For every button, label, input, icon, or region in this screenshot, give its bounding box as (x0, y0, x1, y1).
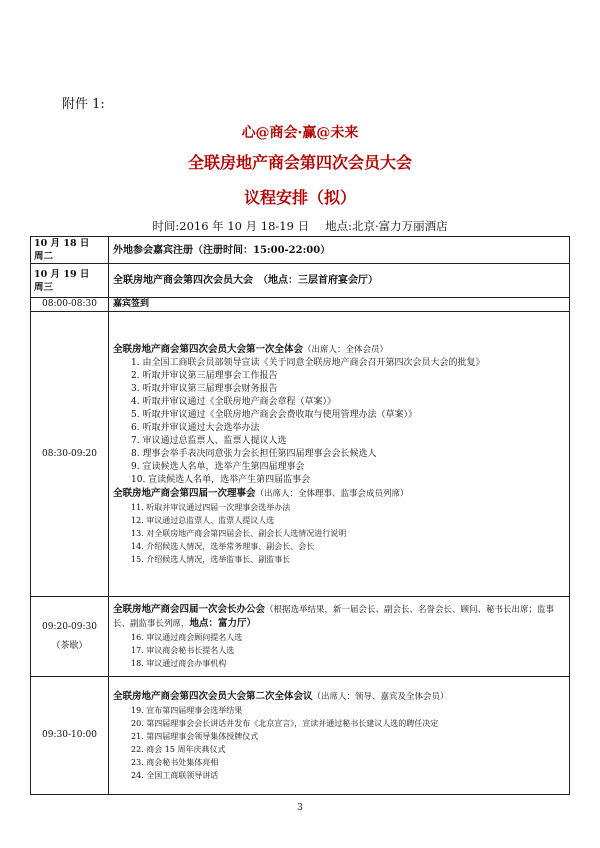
table-row (31, 264, 570, 298)
list-item: 11. 听取并审议通过四届一次理事会选举办法 (131, 502, 291, 512)
agenda-content (109, 677, 570, 795)
list-item: 19. 宣布第四届理事会选举结果 (131, 705, 243, 715)
time-cell: 08:30-09:20 (31, 312, 109, 597)
list-item: 18. 审议通过商会办事机构 (131, 659, 227, 668)
list-item: 2. 听取并审议第三届理事会工作报告 (131, 370, 278, 381)
agenda-content (109, 312, 570, 597)
date-cell: 10 月 18 日 周二 (31, 237, 109, 264)
time-cell: 09:20-09:30 （茶歇） (31, 597, 109, 677)
table-row (31, 237, 570, 264)
list-item: 16. 审议通过商会顾问提名人选 (131, 633, 243, 642)
table-row (31, 677, 570, 795)
list-item: 5. 听取并审议通过《全联房地产商会会费收取与使用管理办法（草案）》 (131, 409, 417, 420)
list-item: 12. 审议通过总监票人、监票人提议人选 (131, 515, 275, 525)
agenda-content: 嘉宾签到 (109, 298, 570, 312)
agenda-table (30, 236, 570, 795)
section-title: 全联房地产商会第四次会员大会第一次全体会（出席人：全体会员） (113, 343, 389, 355)
meeting-time: 时间:2016 年 10 月 18-19 日 (152, 219, 310, 233)
meeting-location: 地点:北京·富力万丽酒店 (325, 219, 448, 233)
date-cell: 10 月 19 日 周三 (31, 264, 109, 298)
agenda-content (109, 597, 570, 677)
time-cell: 09:30-10:00 (31, 677, 109, 795)
document-subtitle: 议程安排（拟） (243, 188, 356, 207)
list-item: 13. 对全联房地产商会第四届会长、副会长人选情况进行说明 (131, 528, 347, 538)
list-item: 21. 第四届理事会领导集体授牌仪式 (131, 731, 259, 741)
section-title: 全联房地产商会第四届一次理事会（出席人：全体理事、监事会成员列席） (113, 487, 409, 499)
attachment-label: 附件 1: (62, 97, 105, 112)
agenda-content: 全联房地产商会第四次会员大会 （地点：三层首府宴会厅） (109, 264, 570, 298)
table-row (31, 298, 570, 312)
table-row (31, 312, 570, 597)
list-item: 14. 介绍候选人情况，选举常务理事、副会长、会长 (131, 541, 315, 551)
list-item: 24. 全国工商联领导讲话 (131, 770, 219, 780)
time-cell: 08:00-08:30 (31, 298, 109, 312)
section-title: 全联房地产商会四届一次会长办公会（根据选举结果，新一届会长、副会长、名誉会长、顾问、秘书长出席；监事长、副监事长列席，地点：富力厅） (113, 604, 555, 629)
list-item: 15. 介绍候选人情况，选举监事长、副监事长 (131, 554, 291, 564)
list-item: 23. 商会秘书处集体亮相 (131, 757, 219, 767)
document-title: 全联房地产商会第四次会员大会 (187, 153, 412, 172)
list-item: 8. 理事会举手表决同意张力会长担任第四届理事会会长候选人 (131, 448, 377, 459)
list-item: 4. 听取并审议通过《全联房地产商会章程（草案）》 (131, 396, 336, 407)
section-title: 全联房地产商会第四次会员大会第二次全体会议（出席人：领导、嘉宾及全体会员） (113, 690, 449, 702)
page-number: 3 (297, 803, 303, 813)
list-item: 20. 第四届理事会会长讲话并发布《北京宣言》，宣读并通过秘书长建议人选的聘任决定 (131, 718, 439, 728)
list-item: 3. 听取并审议第三届理事会财务报告 (131, 383, 278, 394)
list-item: 7. 审议通过总监票人、监票人提议人选 (131, 435, 287, 446)
slogan: 心@商会·赢@未来 (241, 125, 359, 141)
list-item: 10. 宣读候选人名单，选举产生第四届监事会 (131, 474, 311, 485)
list-item: 17. 审议商会秘书长提名人选 (131, 646, 235, 655)
agenda-content: 外地参会嘉宾注册（注册时间：15:00-22:00） (109, 237, 570, 264)
list-item: 9. 宣读候选人名单，选举产生第四届理事会 (131, 461, 305, 472)
table-row (31, 597, 570, 677)
list-item: 6. 听取并审议通过大会选举办法 (131, 422, 260, 433)
meeting-meta (0, 218, 600, 234)
list-item: 1. 由全国工商联会员部领导宣读《关于同意全联房地产商会召开第四次会员大会的批复》 (131, 357, 485, 368)
list-item: 22. 商会 15 周年庆典仪式 (131, 744, 226, 754)
